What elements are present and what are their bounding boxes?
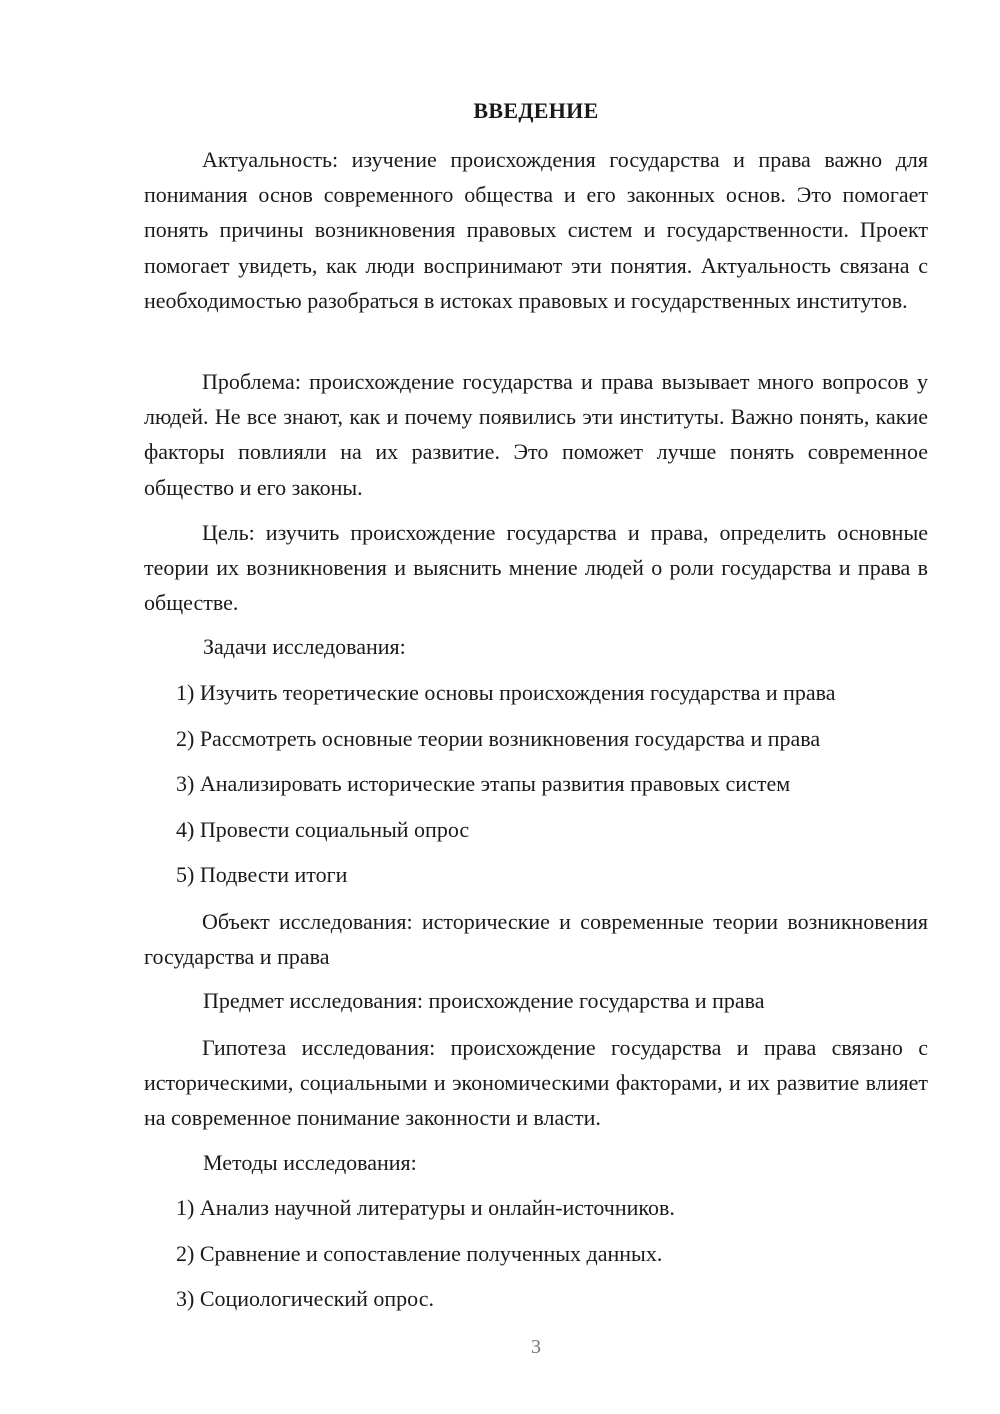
task-item: 1) Изучить теоретические основы происхождения государства и права [176, 680, 836, 705]
goal-paragraph: Цель: изучить происхождение государства и права, определить основные теории их возникновения и выяснить мнение людей о роли государства и права в обществе. [144, 520, 928, 616]
subject-paragraph: Предмет исследования: происхождение государства и права [203, 988, 765, 1013]
methods-heading: Методы исследования: [203, 1150, 417, 1175]
problem-paragraph: Проблема: происхождение государства и права вызывает много вопросов у людей. Не все знают, как и почему появились эти институты. Важно понять, какие факторы повлияли на их развитие. Это поможет лучше понять современное общество и его законы. [144, 369, 928, 500]
method-item: 2) Сравнение и сопоставление полученных данных. [176, 1241, 663, 1266]
task-item: 4) Провести социальный опрос [176, 817, 470, 842]
method-item: 1) Анализ научной литературы и онлайн-источников. [176, 1195, 675, 1220]
page-number: 3 [531, 1336, 541, 1358]
method-item: 3) Социологический опрос. [176, 1286, 434, 1311]
page-title: ВВЕДЕНИЕ [473, 98, 599, 123]
object-paragraph: Объект исследования: исторические и современные теории возникновения государства и права [144, 909, 928, 970]
task-item: 5) Подвести итоги [176, 862, 348, 887]
tasks-heading: Задачи исследования: [203, 634, 406, 659]
task-item: 3) Анализировать исторические этапы развития правовых систем [176, 771, 791, 796]
hypothesis-paragraph: Гипотеза исследования: происхождение государства и права связано с историческими, социальными и экономическими факторами, и их развитие влияет на современное понимание законности и власти. [144, 1035, 928, 1131]
relevance-paragraph: Актуальность: изучение происхождения государства и права важно для понимания основ современного общества и его законных основ. Это помогает понять причины возникновения правовых систем и государственности. Проект помогает увидеть, как люди воспринимают эти понятия. Актуальность связана с необходимостью разобраться в истоках правовых и государственных институтов. [144, 147, 928, 313]
task-item: 2) Рассмотреть основные теории возникновения государства и права [176, 726, 821, 751]
